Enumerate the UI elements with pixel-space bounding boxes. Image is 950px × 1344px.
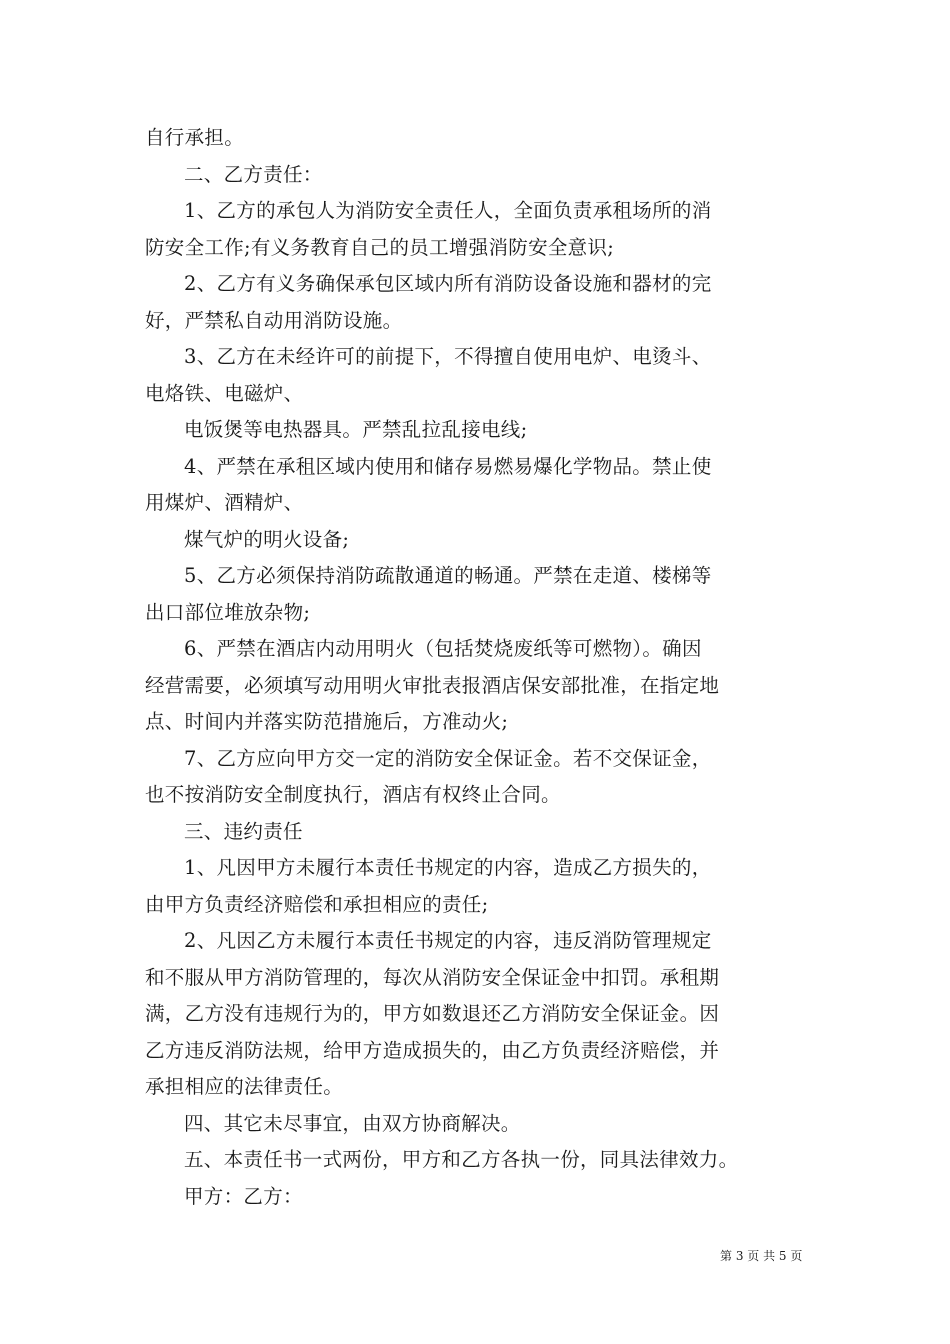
paragraph (145, 850, 810, 923)
text-line: 自行承担。 (145, 126, 245, 149)
text-line: 3、乙方在未经许可的前提下，不得擅自使用电炉、电烫斗、 (184, 345, 712, 368)
text-line: 三、违约责任 (184, 819, 303, 843)
text-line: 用煤炉、酒精炉、 (145, 491, 304, 514)
text-line: 也不按消防安全制度执行，酒店有权终止合同。 (145, 783, 561, 806)
paragraph (145, 923, 810, 1106)
text-line: 1、凡因甲方未履行本责任书规定的内容，造成乙方损失的， (184, 856, 712, 879)
text-line: 7、乙方应向甲方交一定的消防安全保证金。若不交保证金， (184, 746, 712, 770)
paragraph (145, 631, 810, 741)
text-line: 出口部位堆放杂物; (145, 600, 311, 624)
text-line: 2、乙方有义务确保承包区域内所有消防设备设施和器材的完 (184, 272, 712, 295)
paragraph (145, 120, 810, 157)
text-line: 6、严禁在酒店内动用明火（包括焚烧废纸等可燃物）。确因 (184, 637, 702, 660)
paragraph (145, 814, 810, 851)
text-line: 五、本责任书一式两份，甲方和乙方各执一份，同具法律效力。 (184, 1148, 739, 1171)
text-line: 由甲方负责经济赔偿和承担相应的责任; (145, 892, 489, 916)
paragraph (145, 449, 810, 522)
paragraph (145, 266, 810, 339)
text-line: 5、乙方必须保持消防疏散通道的畅通。严禁在走道、楼梯等 (184, 564, 712, 587)
text-line: 乙方违反消防法规，给甲方造成损失的，由乙方负责经济赔偿，并 (145, 1038, 720, 1062)
text-line: 和不服从甲方消防管理的，每次从消防安全保证金中扣罚。承租期 (145, 965, 720, 989)
text-line: 好，严禁私自动用消防设施。 (145, 308, 403, 332)
paragraph (145, 412, 810, 449)
paragraph (145, 339, 810, 412)
paragraph (145, 193, 810, 266)
text-line: 四、其它未尽事宜，由双方协商解决。 (184, 1111, 521, 1135)
paragraph (145, 1179, 810, 1216)
text-line: 点、时间内并落实防范措施后，方准动火; (145, 710, 509, 733)
text-line: 甲方：乙方： (184, 1184, 303, 1208)
paragraph (145, 522, 810, 559)
text-line: 煤气炉的明火设备; (184, 527, 350, 551)
document-body (145, 120, 810, 1215)
paragraph (145, 741, 810, 814)
text-line: 二、乙方责任： (184, 162, 323, 186)
text-line: 1、乙方的承包人为消防安全责任人，全面负责承租场所的消 (184, 199, 712, 222)
text-line: 防安全工作;有义务教育自己的员工增强消防安全意识; (145, 235, 615, 259)
text-line: 电烙铁、电磁炉、 (145, 381, 304, 405)
paragraph (145, 1142, 810, 1179)
page-number: 第 3 页 共 5 页 (720, 1249, 803, 1263)
text-line: 2、凡因乙方未履行本责任书规定的内容，违反消防管理规定 (184, 929, 712, 952)
text-line: 经营需要，必须填写动用明火审批表报酒店保安部批准，在指定地 (145, 673, 720, 697)
text-line: 满，乙方没有违规行为的，甲方如数退还乙方消防安全保证金。因 (145, 1002, 720, 1025)
paragraph (145, 1106, 810, 1143)
paragraph (145, 157, 810, 194)
paragraph (145, 558, 810, 631)
text-line: 承担相应的法律责任。 (145, 1075, 344, 1098)
text-line: 电饭煲等电热器具。严禁乱拉乱接电线; (184, 418, 528, 441)
text-line: 4、严禁在承租区域内使用和储存易燃易爆化学物品。禁止使 (184, 454, 712, 478)
